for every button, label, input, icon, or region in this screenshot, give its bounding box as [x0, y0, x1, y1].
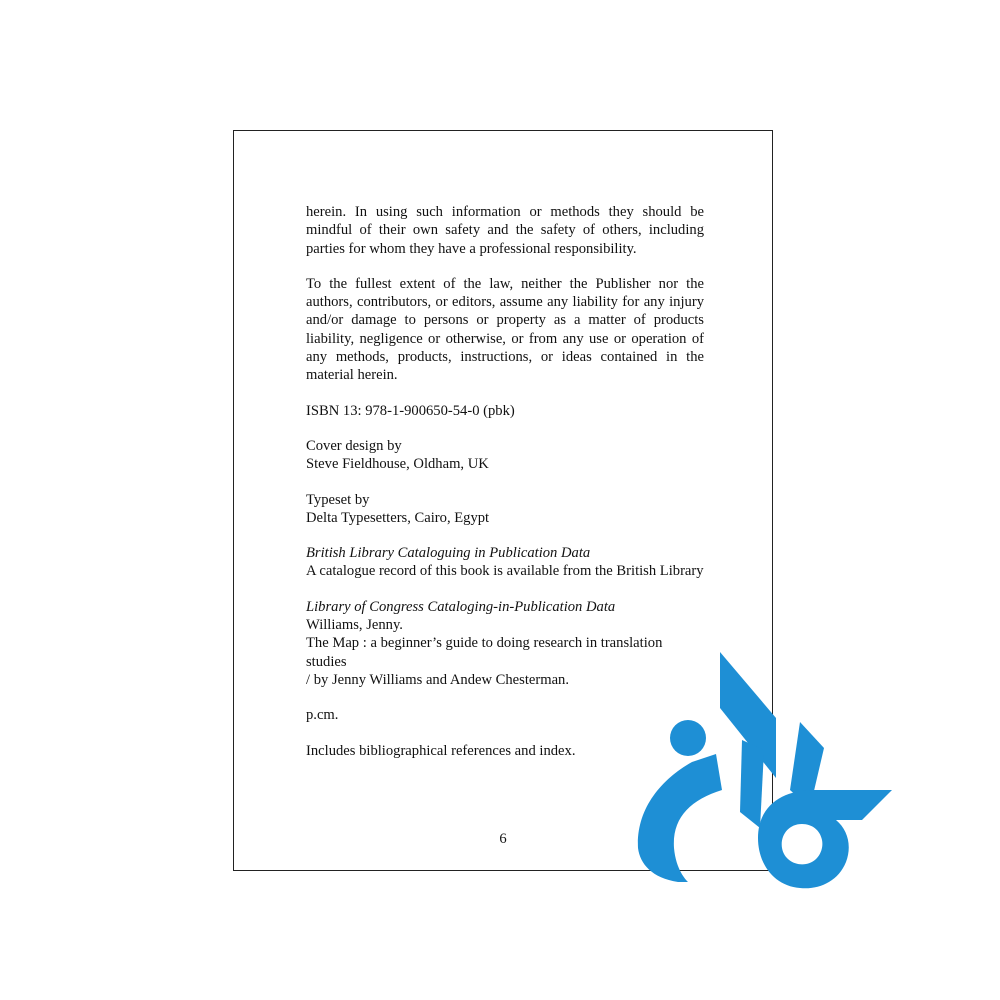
pcm-line: p.cm.: [306, 707, 339, 724]
library-of-congress-heading: Library of Congress Cataloging-in-Publication Data: [306, 598, 616, 615]
cover-credit: [306, 437, 704, 474]
publisher-logo-icon: [630, 650, 900, 895]
cover-credit-label: Cover design by: [306, 437, 402, 454]
british-library-block: [306, 544, 704, 581]
cover-credit-value: Steve Fieldhouse, Oldham, UK: [306, 456, 489, 473]
isbn-line: ISBN 13: 978-1-900650-54-0 (pbk): [306, 402, 515, 419]
typeset-credit-value: Delta Typesetters, Cairo, Egypt: [306, 509, 490, 526]
includes-line: Includes bibliographical references and index.: [306, 742, 576, 759]
british-library-text: A catalogue record of this book is available from the British Library: [306, 563, 704, 580]
loc-author: Williams, Jenny.: [306, 617, 403, 634]
british-library-heading: British Library Cataloguing in Publication Data: [306, 545, 591, 562]
loc-title: The Map : a beginner’s guide to doing research in translation studies: [306, 635, 663, 670]
typeset-credit: [306, 491, 704, 528]
paragraph-liability: To the fullest extent of the law, neither the Publisher nor the authors, contributors, or editors, assume any liability for any injury and/or damage to persons or property as a matter of products liability, negligence or otherwise, or from any use or operation of any methods, products, instructions, or ideas contained in the material herein.: [306, 275, 704, 384]
paragraph-safety: herein. In using such information or methods they should be mindful of their own safety and the safety of others, including parties for whom they have a professional responsibility.: [306, 204, 704, 257]
typeset-credit-label: Typeset by: [306, 491, 370, 508]
loc-byline: / by Jenny Williams and Andew Chesterman.: [306, 671, 570, 688]
page-number: 6: [499, 831, 507, 847]
